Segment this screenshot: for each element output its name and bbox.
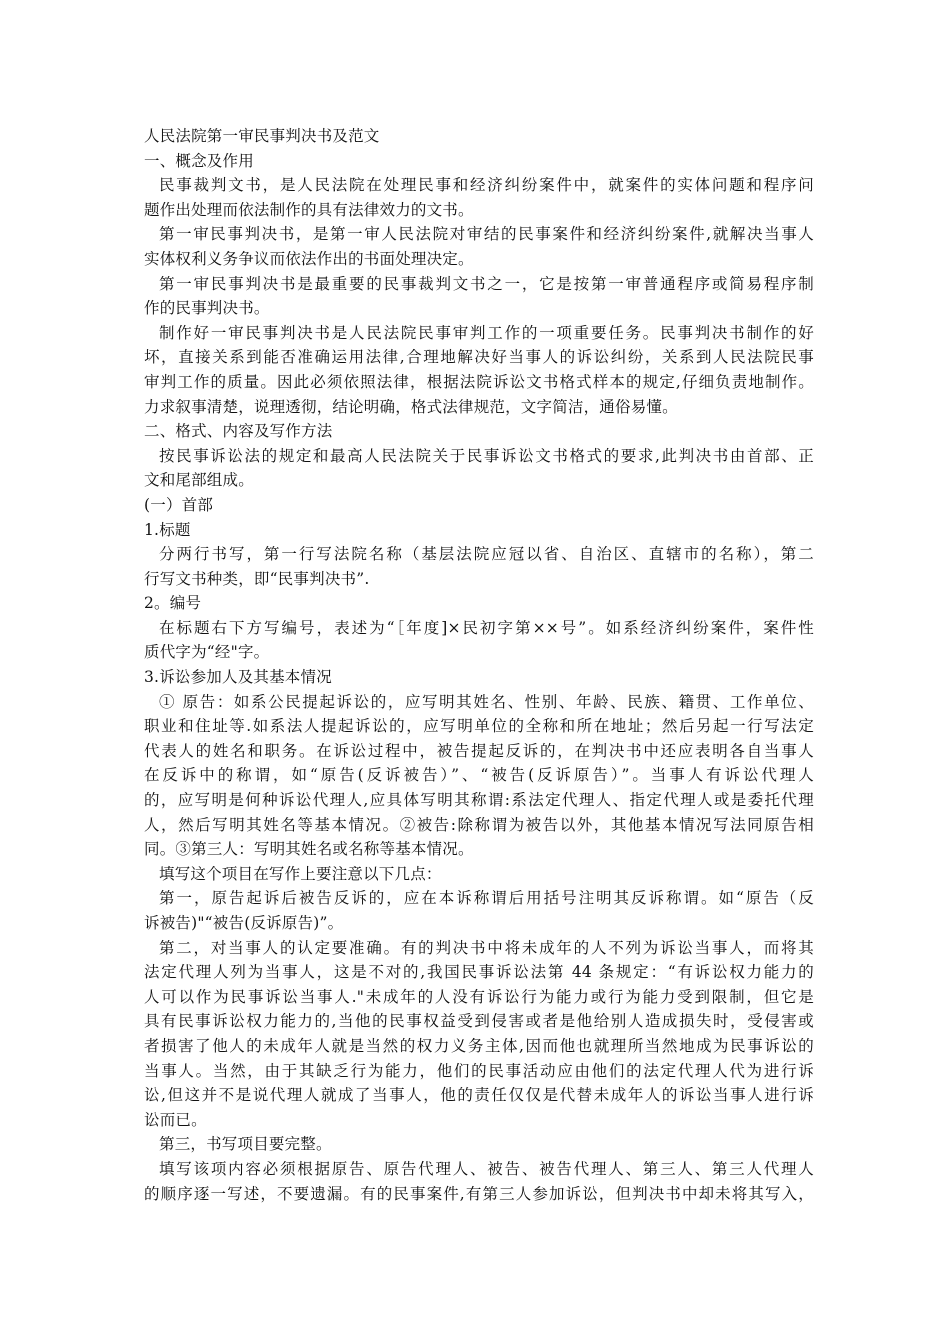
text-line: ① 原告：如系公民提起诉讼的，应写明其姓名、性别、年龄、民族、籍贯、工作单位、 bbox=[159, 692, 814, 711]
text-line: 在标题右下方写编号，表述为“［年度]×民初字第××号”。如系经济纠纷案件，案件性 bbox=[159, 618, 814, 637]
text-line: 行写文书种类，即“民事判决书”. bbox=[144, 569, 370, 588]
text-line: 一、概念及作用 bbox=[144, 151, 254, 170]
text-line: 作的民事判决书。 bbox=[144, 299, 270, 318]
text-line: 的顺序逐一写述，不要遗漏。有的民事案件,有第三人参加诉讼，但判决书中却未将其写入， bbox=[144, 1184, 814, 1203]
text-line: 第二，对当事人的认定要准确。有的判决书中将未成年的人不列为诉讼当事人，而将其 bbox=[159, 938, 814, 957]
text-line: 题作出处理而依法制作的具有法律效力的文书。 bbox=[144, 200, 474, 219]
text-line: 3.诉讼参加人及其基本情况 bbox=[144, 668, 332, 687]
text-line: 分两行书写，第一行写法院名称（基层法院应冠以省、自治区、直辖市的名称），第二 bbox=[159, 545, 814, 564]
text-line: 第一审民事判决书，是第一审人民法院对审结的民事案件和经济纠纷案件,就解决当事人 bbox=[159, 225, 814, 244]
text-line: 填写该项内容必须根据原告、原告代理人、被告、被告代理人、第三人、第三人代理人 bbox=[159, 1159, 814, 1178]
text-line: 第一，原告起诉后被告反诉的，应在本诉称谓后用括号注明其反诉称谓。如“原告（反 bbox=[159, 889, 814, 908]
text-line: 制作好一审民事判决书是人民法院民事审判工作的一项重要任务。民事判决书制作的好 bbox=[159, 323, 814, 342]
text-line: 具有民事诉讼权力能力的,当他的民事权益受到侵害或者是他给别人造成损失时，受侵害或 bbox=[144, 1012, 814, 1031]
text-line: 在反诉中的称谓，如“原告(反诉被告）”、“被告(反诉原告）”。当事人有诉讼代理人 bbox=[144, 766, 814, 785]
text-line: 法定代理人列为当事人，这是不对的,我国民事诉讼法第 44 条规定：“有诉讼权力能力的 bbox=[144, 963, 814, 982]
text-line: 二、格式、内容及写作方法 bbox=[144, 422, 333, 441]
text-line: 讼而已。 bbox=[144, 1110, 207, 1129]
text-line: 讼,但这并不是说代理人就成了当事人，他的责任仅仅是代替未成年人的诉讼当事人进行诉 bbox=[144, 1086, 814, 1105]
text-line: 2。编号 bbox=[144, 594, 202, 613]
text-line: 者损害了他人的未成年人就是当然的权力义务主体,因而他也就理所当然地成为民事诉讼的 bbox=[144, 1036, 814, 1055]
text-line: 坏，直接关系到能否准确运用法律,合理地解决好当事人的诉讼纠纷，关系到人民法院民事 bbox=[144, 348, 814, 367]
document-title: 人民法院第一审民事判决书及范文 bbox=[144, 127, 380, 145]
text-line: 当事人。当然，由于其缺乏行为能力，他们的民事活动应由他们的法定代理人代为进行诉 bbox=[144, 1061, 814, 1080]
text-line: 1.标题 bbox=[144, 520, 191, 539]
text-line: 第一审民事判决书是最重要的民事裁判文书之一，它是按第一审普通程序或简易程序制 bbox=[159, 274, 814, 293]
text-line: 实体权利义务争议而依法作出的书面处理决定。 bbox=[144, 249, 474, 268]
text-line: 质代字为“经"字。 bbox=[144, 643, 270, 662]
text-line: 填写这个项目在写作上要注意以下几点： bbox=[159, 864, 442, 883]
text-line: 同。③第三人：写明其姓名或名称等基本情况。 bbox=[144, 840, 474, 859]
document-body bbox=[144, 124, 814, 1206]
text-line: 审判工作的质量。因此必须依照法律，根据法院诉讼文书格式样本的规定,仔细负责地制作。 bbox=[144, 372, 814, 391]
text-line: (一）首部 bbox=[144, 495, 214, 514]
text-line: 人可以作为民事诉讼当事人."未成年的人没有诉讼行为能力或行为能力受到限制，但它是 bbox=[144, 987, 814, 1006]
text-line: 诉被告)"“被告(反诉原告)”。 bbox=[144, 914, 344, 932]
text-line: 第三，书写项目要完整。 bbox=[159, 1135, 332, 1154]
text-line: 文和尾部组成。 bbox=[144, 471, 254, 490]
text-line: 职业和住址等.如系法人提起诉讼的，应写明单位的全称和所在地址；然后另起一行写法定 bbox=[144, 717, 814, 736]
text-line: 的，应写明是何种诉讼代理人,应具体写明其称谓:系法定代理人、指定代理人或是委托代理 bbox=[144, 791, 814, 810]
text-line: 代表人的姓名和职务。在诉讼过程中，被告提起反诉的，在判决书中还应表明各自当事人 bbox=[144, 741, 814, 760]
text-line: 人，然后写明其姓名等基本情况。②被告:除称谓为被告以外，其他基本情况写法同原告相 bbox=[144, 815, 814, 834]
text-line: 按民事诉讼法的规定和最高人民法院关于民事诉讼文书格式的要求,此判决书由首部、正 bbox=[159, 446, 814, 465]
text-line: 民事裁判文书，是人民法院在处理民事和经济纠纷案件中，就案件的实体问题和程序问 bbox=[159, 176, 814, 195]
text-line: 力求叙事清楚，说理透彻，结论明确，格式法律规范，文字简洁，通俗易懂。 bbox=[144, 397, 678, 416]
